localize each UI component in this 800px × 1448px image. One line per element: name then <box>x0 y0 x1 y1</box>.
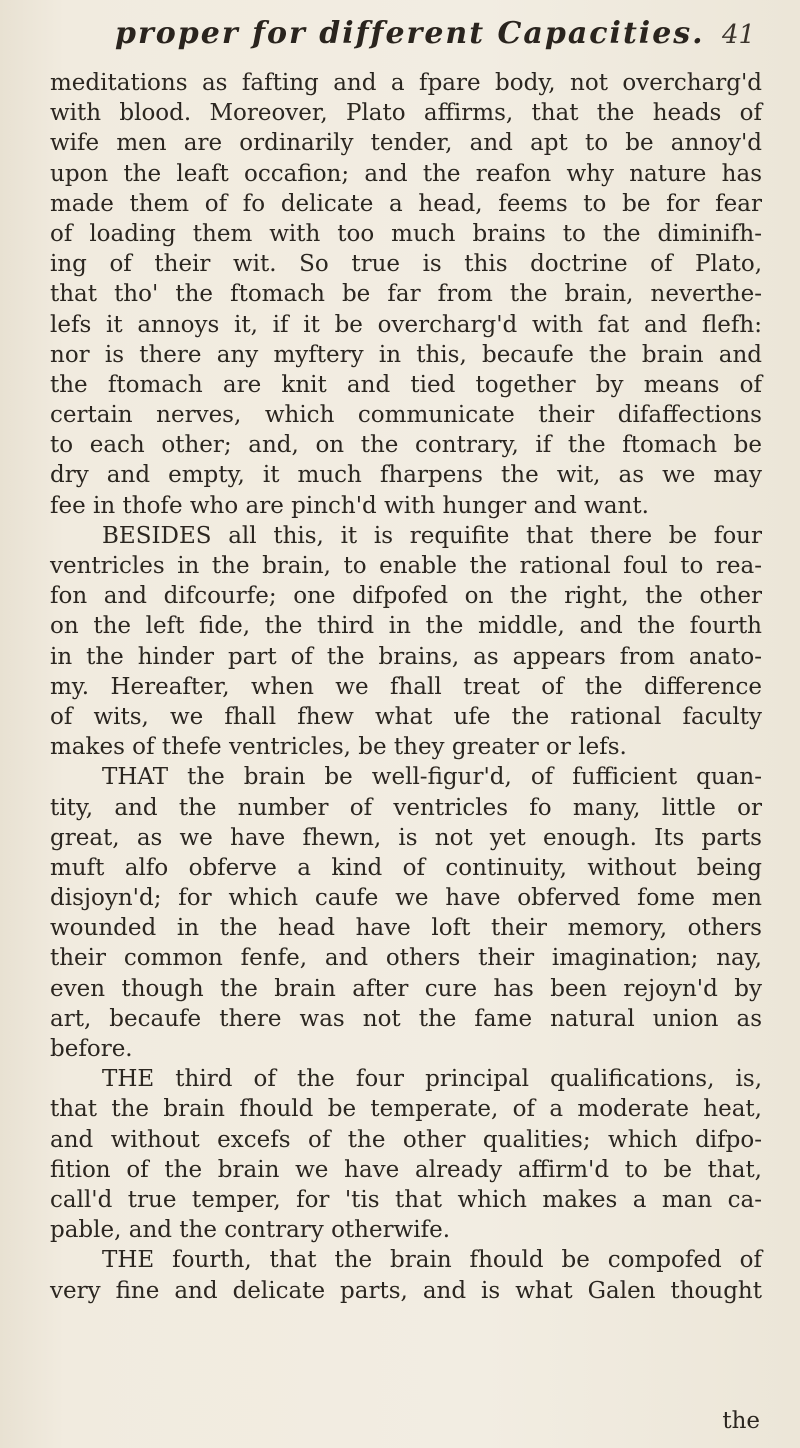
running-head <box>0 8 800 60</box>
text-line: tity, and the number of ventricles fo many, little or <box>50 794 762 821</box>
text-line: dry and empty, it much fharpens the wit, as we may <box>50 462 762 489</box>
text-line: with blood. Moreover, Plato affirms, that the heads of <box>50 100 762 127</box>
text-line: to each other; and, on the contrary, if the ftomach be <box>50 432 762 459</box>
text-line: great, as we have fhewn, is not yet enough. Its parts <box>50 824 762 851</box>
text-line: makes of thefe ventricles, be they greater or lefs. <box>50 734 627 761</box>
text-line: ventricles in the brain, to enable the rational foul to rea- <box>50 553 762 579</box>
text-line: meditations as fafting and a fpare body, not overcharg'd <box>50 70 762 96</box>
text-line: muft alfo obferve a kind of continuity, without being <box>50 854 762 881</box>
text-line: fition of the brain we have already affirm'd to be that, <box>50 1156 762 1183</box>
catchword: the <box>722 1408 760 1434</box>
text-line: BESIDES all this, it is requifite that there be four <box>102 522 762 549</box>
text-line: the ftomach are knit and tied together by means of <box>50 371 762 398</box>
text-line: pable, and the contrary otherwife. <box>50 1217 451 1244</box>
text-line: THE third of the four principal qualifications, is, <box>102 1066 762 1093</box>
text-line: that tho' the ftomach be far from the brain, neverthe- <box>50 281 762 308</box>
text-line: fon and difcourfe; one difpofed on the right, the other <box>50 583 762 610</box>
text-line: made them of fo delicate a head, feems to be for fear <box>50 190 762 217</box>
text-line: call'd true temper, for 'tis that which makes a man ca- <box>50 1186 762 1213</box>
text-line: fee in thofe who are pinch'd with hunger and want. <box>50 492 649 519</box>
text-line: before. <box>50 1036 133 1062</box>
text-line: certain nerves, which communicate their difaffections <box>50 402 762 429</box>
page-number: 41 <box>722 20 756 50</box>
text-line: THAT the brain be well-figur'd, of fufficient quan- <box>102 764 762 791</box>
text-line: nor is there any myftery in this, becaufe the brain and <box>50 341 762 368</box>
body-text <box>50 68 762 1306</box>
text-line: on the left fide, the third in the middle, and the fourth <box>50 613 762 640</box>
text-line: upon the leaft occafion; and the reafon why nature has <box>50 160 762 187</box>
text-line: ing of their wit. So true is this doctrine of Plato, <box>50 251 762 278</box>
text-line: of loading them with too much brains to the diminifh- <box>50 220 762 247</box>
text-line: very fine and delicate parts, and is what Galen thought <box>50 1277 762 1304</box>
text-line: wife men are ordinarily tender, and apt to be annoy'd <box>50 130 762 157</box>
running-head-title: proper for different Capacities. <box>115 16 705 51</box>
text-line: my. Hereafter, when we fhall treat of the difference <box>50 673 762 700</box>
text-line: their common fenfe, and others their imagination; nay, <box>50 945 762 972</box>
text-line: THE fourth, that the brain fhould be compofed of <box>102 1247 762 1274</box>
text-line: that the brain fhould be temperate, of a moderate heat, <box>50 1096 762 1123</box>
text-line: of wits, we fhall fhew what ufe the rational faculty <box>50 703 762 730</box>
text-line: even though the brain after cure has been rejoyn'd by <box>50 975 762 1002</box>
text-line: disjoyn'd; for which caufe we have obferved fome men <box>50 885 762 912</box>
text-line: wounded in the head have loft their memory, others <box>50 915 762 942</box>
text-line: lefs it annoys it, if it be overcharg'd with fat and flefh: <box>50 311 762 338</box>
text-line: in the hinder part of the brains, as appears from anato- <box>50 643 762 670</box>
text-line: art, becaufe there was not the fame natural union as <box>50 1005 762 1032</box>
text-line: and without excefs of the other qualities; which difpo- <box>50 1126 762 1153</box>
